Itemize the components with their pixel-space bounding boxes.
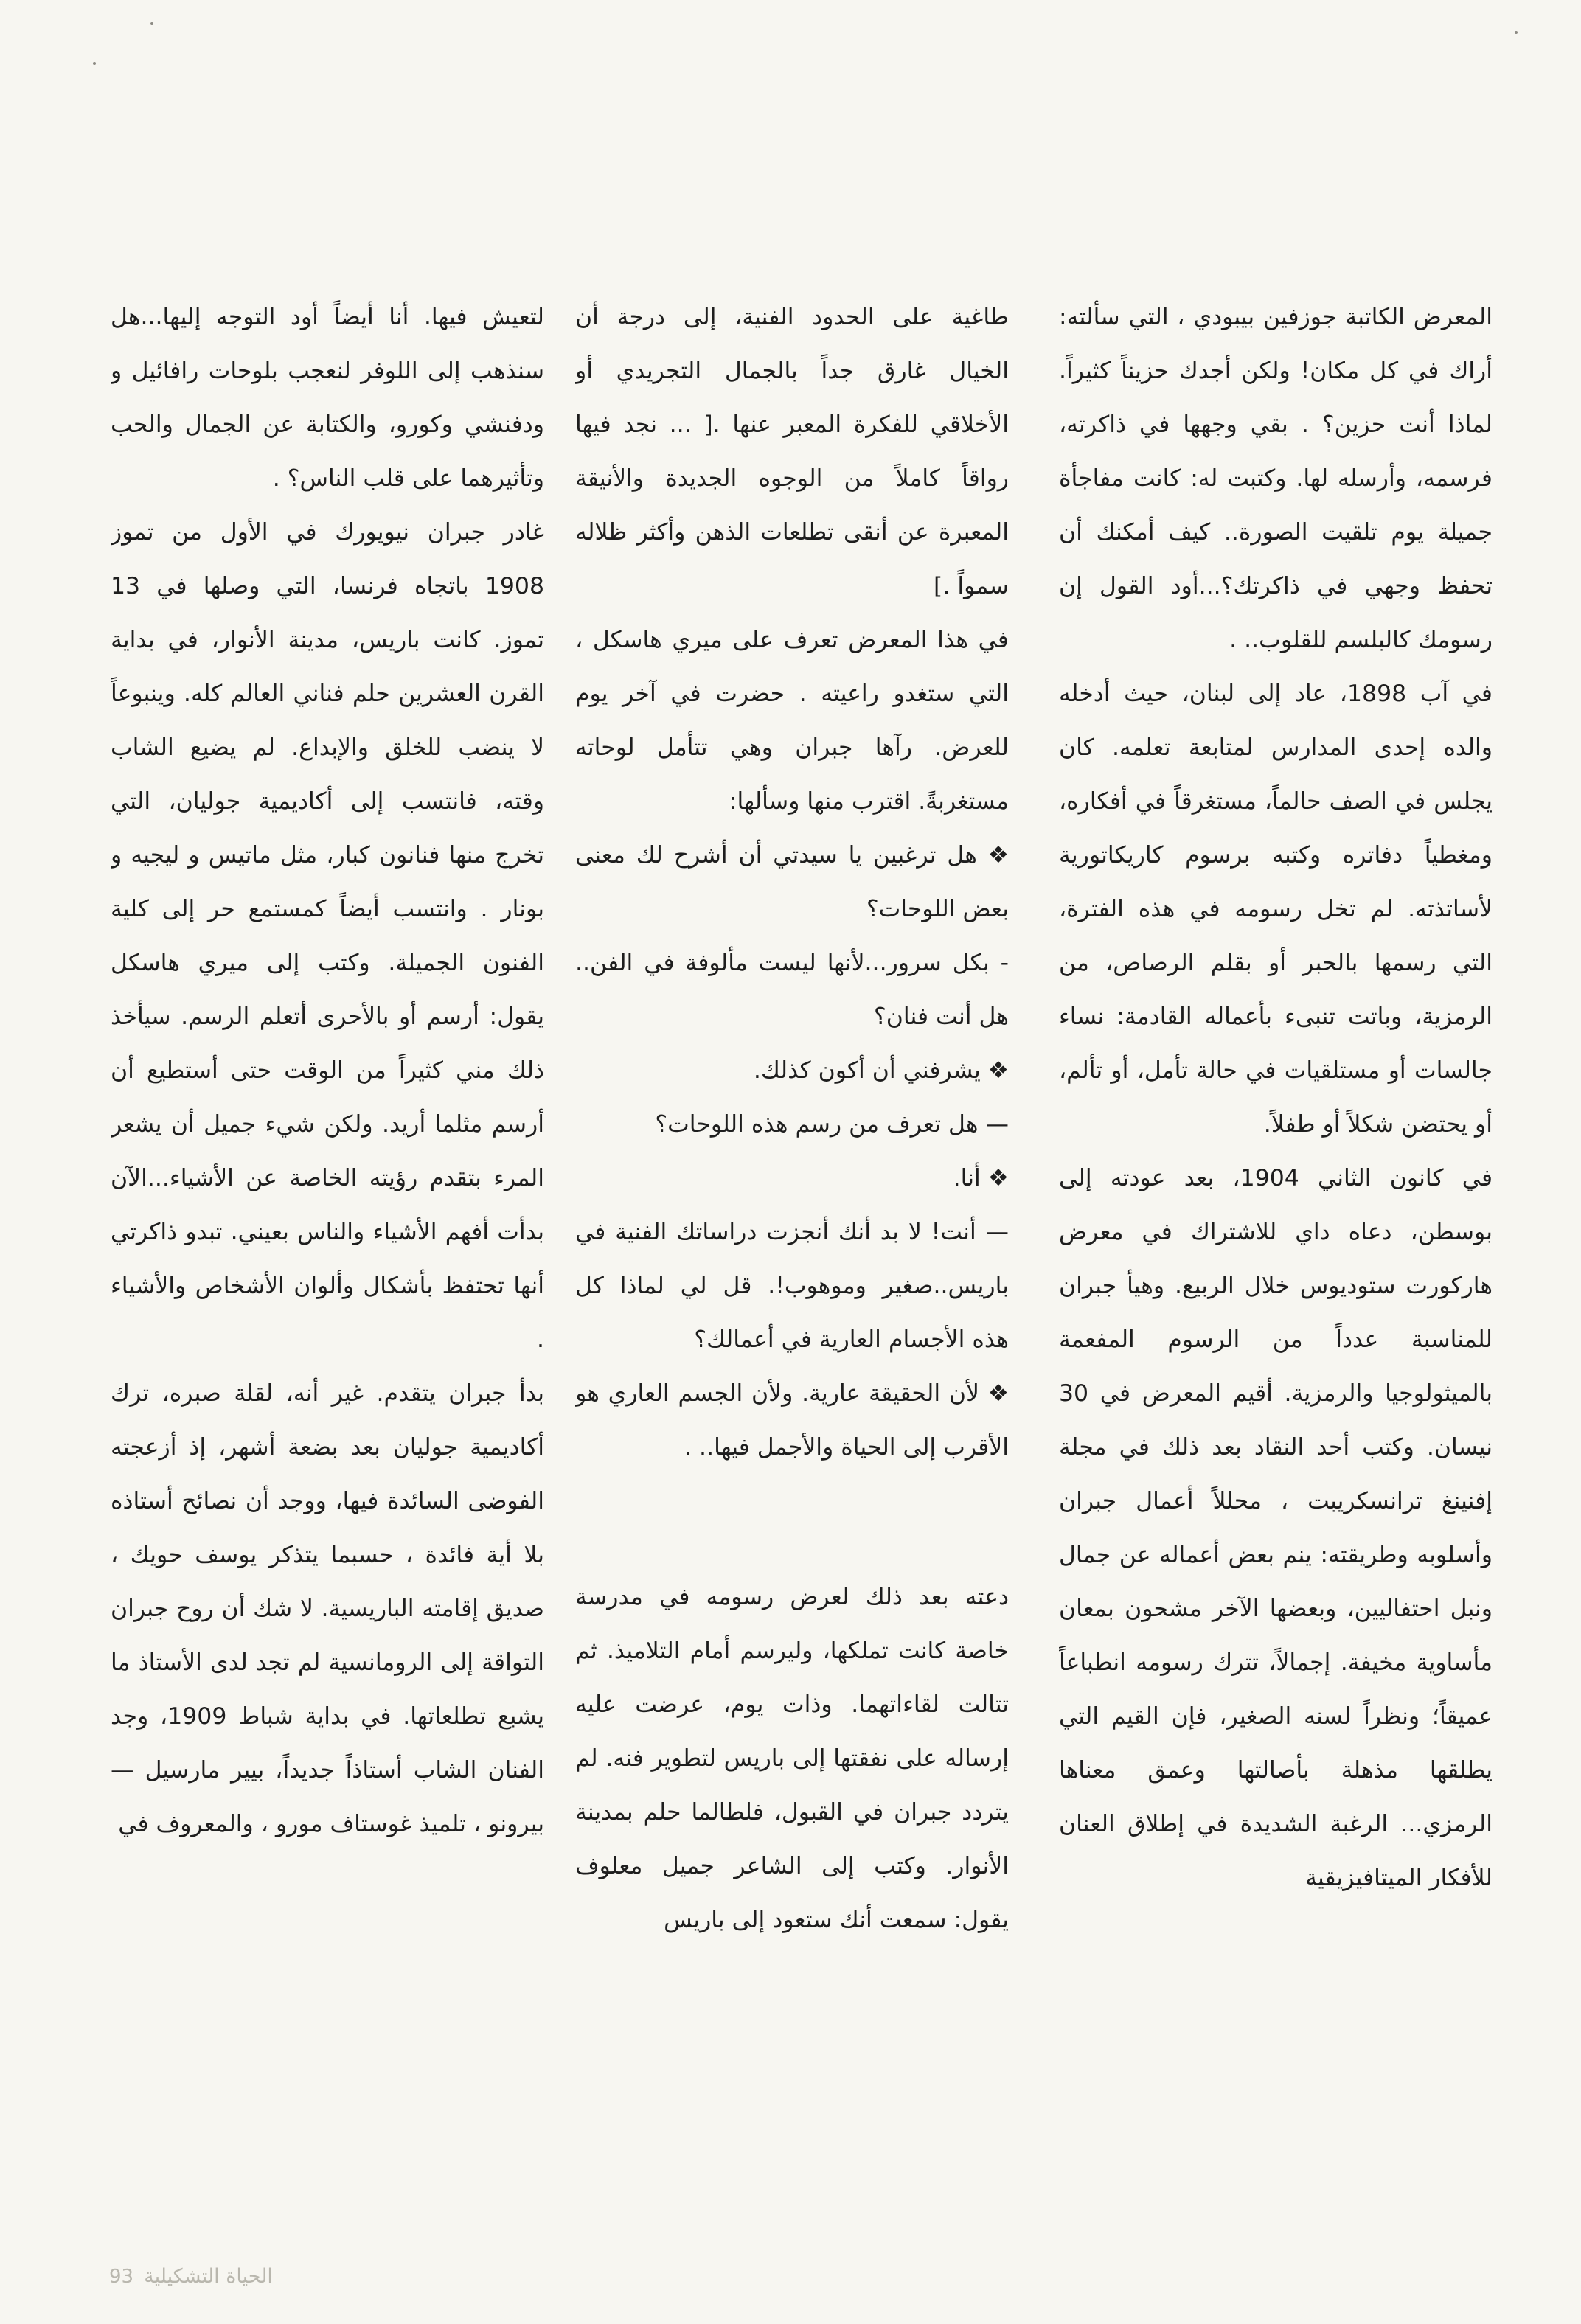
- dialogue-line: ❖ أنا.: [953, 1165, 1009, 1191]
- paragraph: المعرض الكاتبة جوزفين بيبودي ، التي سألته: أراك في كل مكان! ولكن أجدك حزيناً كثيراً. لماذا أنت حزين؟ . بقي وجهها في ذاكرته، فرسمه، وأرسله لها. وكتبت له: كانت مفاجأة جميلة يوم تلقيت الصورة.. كيف أمكنك أن تحفظ وجهي في ذاكرتك؟...أود القول إن رسومك كالبلسم للقلوب.. .: [1059, 304, 1493, 653]
- paragraph: دعته بعد ذلك لعرض رسومه في مدرسة خاصة كانت تملكها، وليرسم أمام التلاميذ. ثم تتالت لقاءاتهما. وذات يوم، عرضت عليه إرساله على نفقتها إلى باريس لتطوير فنه. لم يتردد جبران في القبول، فلطالما حلم بمدينة الأنوار. وكتب إلى الشاعر جميل معلوف يقول: سمعت أنك ستعود إلى باريس: [575, 1584, 1009, 1933]
- magazine-title: الحياة التشكيلية: [144, 2265, 273, 2288]
- print-speck: [150, 22, 153, 25]
- dialogue-line: — هل تعرف من رسم هذه اللوحات؟: [655, 1111, 1009, 1138]
- dialogue-line: - بكل سرور...لأنها ليست مألوفة في الفن.. هل أنت فنان؟: [575, 950, 1009, 1030]
- paragraph: في كانون الثاني 1904، بعد عودته إلى بوسطن، دعاه داي للاشتراك في معرض هاركورت ستوديوس خلال الربيع. وهيأ جبران للمناسبة عدداً من الرسوم المفعمة بالميثولوجيا والرمزية. أقيم المعرض في 30 نيسان. وكتب أحد النقاد بعد ذلك في مجلة إفنينغ ترانسكريبت ، محللاً أعمال جبران وأسلوبه وطريقته: ينم بعض أعماله عن جمال ونبل احتفاليين، وبعضها الآخر مشحون بمعان مأساوية مخيفة. إجمالاً، تترك رسومه انطباعاً عميقاً؛ ونظراً لسنه الصغير، فإن القيم التي يطلقها مذهلة بأصالتها وعمق معناها الرمزي... الرغبة الشديدة في إطلاق العنان للأفكار الميتافيزيقية: [1059, 1165, 1493, 1891]
- print-speck: [1515, 31, 1518, 34]
- paragraph: غادر جبران نيويورك في الأول من تموز 1908 باتجاه فرنسا، التي وصلها في 13 تموز. كانت باريس، مدينة الأنوار، في بداية القرن العشرين حلم فناني العالم كله. وينبوعاً لا ينضب للخلق والإبداع. لم يضيع الشاب وقته، فانتسب إلى أكاديمية جوليان، التي تخرج منها فنانون كبار، مثل ماتيس و ليجيه و بونار . وانتسب أيضاً كمستمع حر إلى كلية الفنون الجميلة. وكتب إلى ميري هاسكل يقول: أرسم أو بالأحرى أتعلم الرسم. سيأخذ ذلك مني كثيراً من الوقت حتى أستطيع أن أرسم مثلما أريد. ولكن شيء جميل أن يشعر المرء بتقدم رؤيته الخاصة عن الأشياء...الآن بدأت أفهم الأشياء والناس بعيني. تبدو ذاكرتي أنها تحتفظ بأشكال وألوان الأشخاص والأشياء .: [111, 519, 544, 1353]
- paragraph: بدأ جبران يتقدم. غير أنه، لقلة صبره، ترك أكاديمية جوليان بعد بضعة أشهر، إذ أزعجته الفوضى السائدة فيها، ووجد أن نصائح أستاذه بلا أية فائدة ، حسبما يتذكر يوسف حويك ، صديق إقامته الباريسية. لا شك أن روح جبران التواقة إلى الرومانسية لم تجد لدى الأستاذ ما يشبع تطلعاتها. في بداية شباط 1909، وجد الفنان الشاب أستاذاً جديداً، بيير مارسيل — بيرونو ، تلميذ غوستاف مورو ، والمعروف في: [111, 1380, 544, 1837]
- article-column-middle: [575, 290, 1009, 2200]
- dialogue-line: ❖ هل ترغبين يا سيدتي أن أشرح لك معنى بعض اللوحات؟: [575, 842, 1009, 922]
- article-column-right: [1059, 290, 1493, 2200]
- dialogue-line: ❖ لأن الحقيقة عارية. ولأن الجسم العاري هو الأقرب إلى الحياة والأجمل فيها.. .: [575, 1380, 1009, 1461]
- article-column-left: [111, 290, 544, 2200]
- paragraph: طاغية على الحدود الفنية، إلى درجة أن الخيال غارق جداً بالجمال التجريدي أو الأخلاقي للفكرة المعبر عنها .[ ... نجد فيها رواقاً كاملاً من الوجوه الجديدة والأنيقة المعبرة عن أنقى تطلعات الذهن وأكثر ظلاله سمواً .]: [575, 304, 1009, 599]
- page-number: 93: [109, 2266, 134, 2288]
- dialogue-line: ❖ يشرفني أن أكون كذلك.: [753, 1057, 1009, 1084]
- paragraph: لتعيش فيها. أنا أيضاً أود التوجه إليها...هل سنذهب إلى اللوفر لنعجب بلوحات رافائيل و ودفنشي وكورو، والكتابة عن الجمال والحب وتأثيرهما على قلب الناس؟ .: [111, 304, 544, 492]
- paragraph: في آب 1898، عاد إلى لبنان، حيث أدخله والده إحدى المدارس لمتابعة تعلمه. كان يجلس في الصف حالماً، مستغرقاً في أفكاره، ومغطياً دفاتره وكتبه برسوم كاريكاتورية لأساتذته. لم تخل رسومه في هذه الفترة، التي رسمها بالحبر أو بقلم الرصاص، من الرمزية، وباتت تنبىء بأعماله القادمة: نساء جالسات أو مستلقيات في حالة تأمل، أو تألم، أو يحتضن شكلاً أو طفلاً.: [1059, 681, 1493, 1138]
- page-footer: [109, 2265, 273, 2288]
- print-speck: [93, 62, 96, 65]
- dialogue-line: — أنت! لا بد أنك أنجزت دراساتك الفنية في باريس..صغير وموهوب!. قل لي لماذا كل هذه الأجسام العارية في أعمالك؟: [575, 1219, 1009, 1353]
- paragraph: في هذا المعرض تعرف على ميري هاسكل ، التي ستغدو راعيته . حضرت في آخر يوم للعرض. رآها جبران وهي تتأمل لوحاته مستغربةً. اقترب منها وسألها:: [575, 627, 1009, 815]
